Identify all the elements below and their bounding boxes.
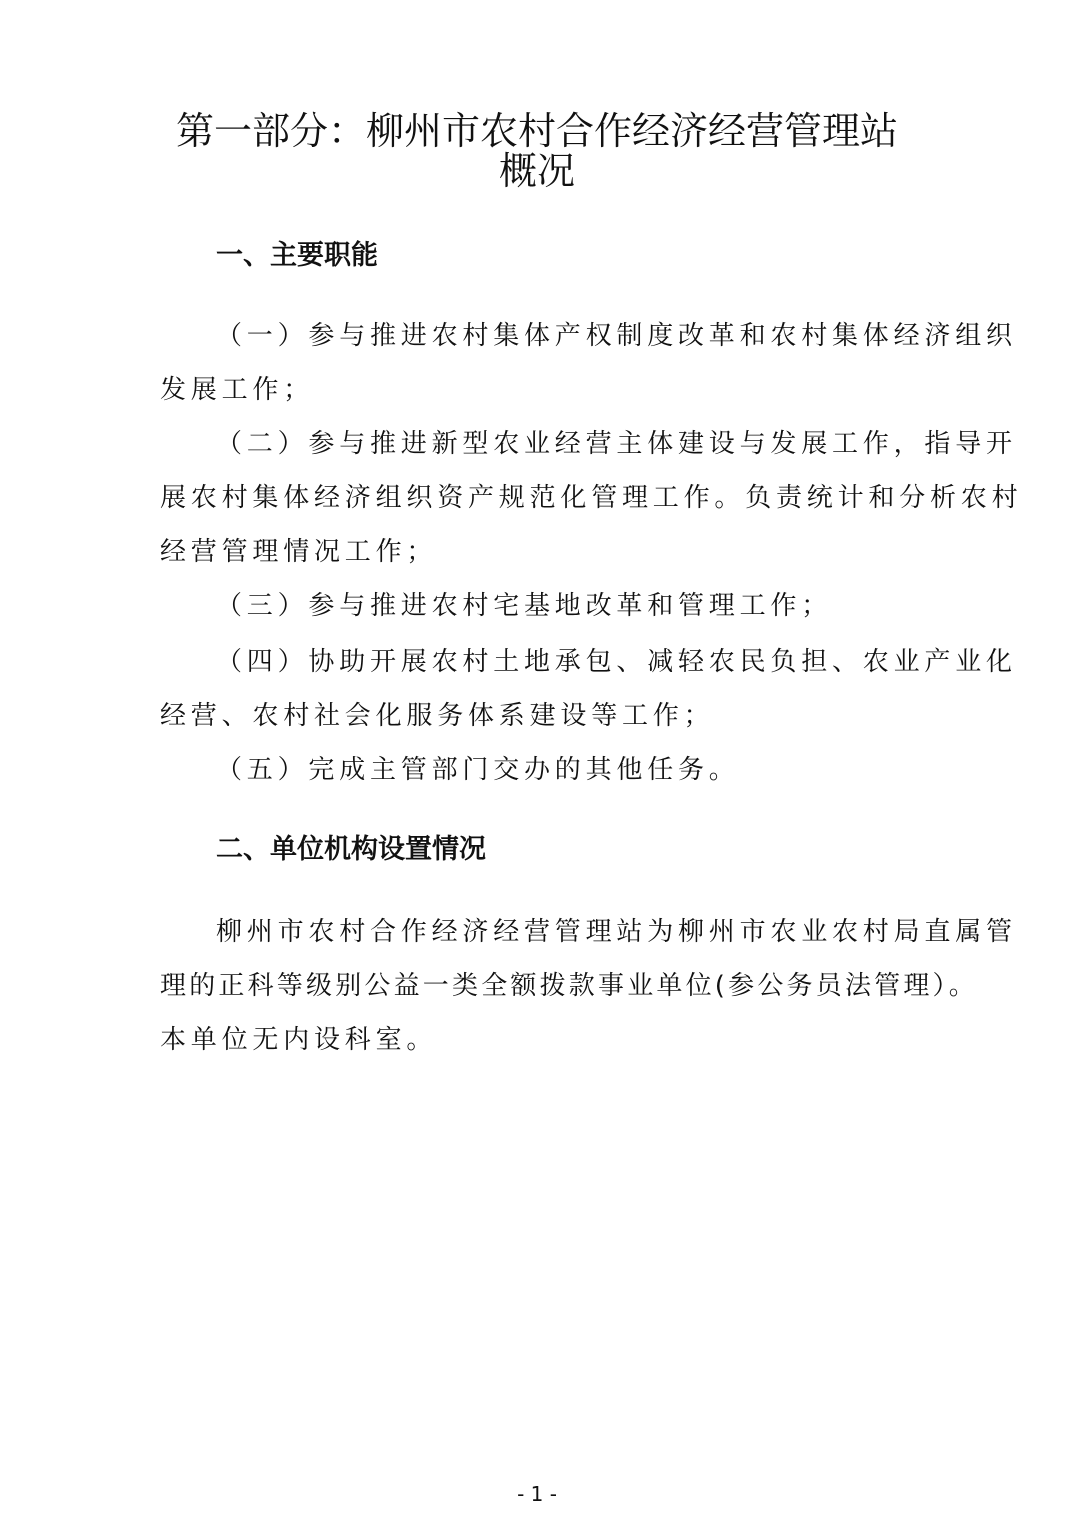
function-2-line-3: 经营管理情况工作； bbox=[160, 537, 438, 567]
function-2-line-2: 展农村集体经济组织资产规范化管理工作。负责统计和分析农村 bbox=[160, 483, 1023, 513]
organization-line-2: 理的正科等级别公益一类全额拨款事业单位(参公务员法管理）。 bbox=[160, 971, 978, 1001]
section-heading-main-functions: 一、主要职能 bbox=[216, 240, 378, 271]
organization-line-1: 柳州市农村合作经济经营管理站为柳州市农业农村局直属管 bbox=[216, 917, 1017, 947]
section-heading-organization: 二、单位机构设置情况 bbox=[216, 834, 486, 865]
organization-line-3: 本单位无内设科室。 bbox=[160, 1025, 438, 1055]
page-number: - 1 - bbox=[517, 1482, 557, 1506]
function-3-line-1: （三）参与推进农村宅基地改革和管理工作； bbox=[216, 591, 833, 621]
function-2-line-1: （二）参与推进新型农业经营主体建设与发展工作，指导开 bbox=[216, 429, 1017, 459]
document-title-line-2: 概况 bbox=[498, 149, 575, 193]
function-1-line-1: （一）参与推进农村集体产权制度改革和农村集体经济组织 bbox=[216, 321, 1017, 351]
document-title-line-1: 第一部分：柳州市农村合作经济经营管理站 bbox=[175, 109, 898, 153]
function-4-line-1: （四）协助开展农村土地承包、减轻农民负担、农业产业化 bbox=[216, 647, 1017, 677]
function-5-line-1: （五）完成主管部门交办的其他任务。 bbox=[216, 755, 740, 785]
function-1-line-2: 发展工作； bbox=[160, 375, 315, 405]
function-4-line-2: 经营、农村社会化服务体系建设等工作； bbox=[160, 701, 715, 731]
